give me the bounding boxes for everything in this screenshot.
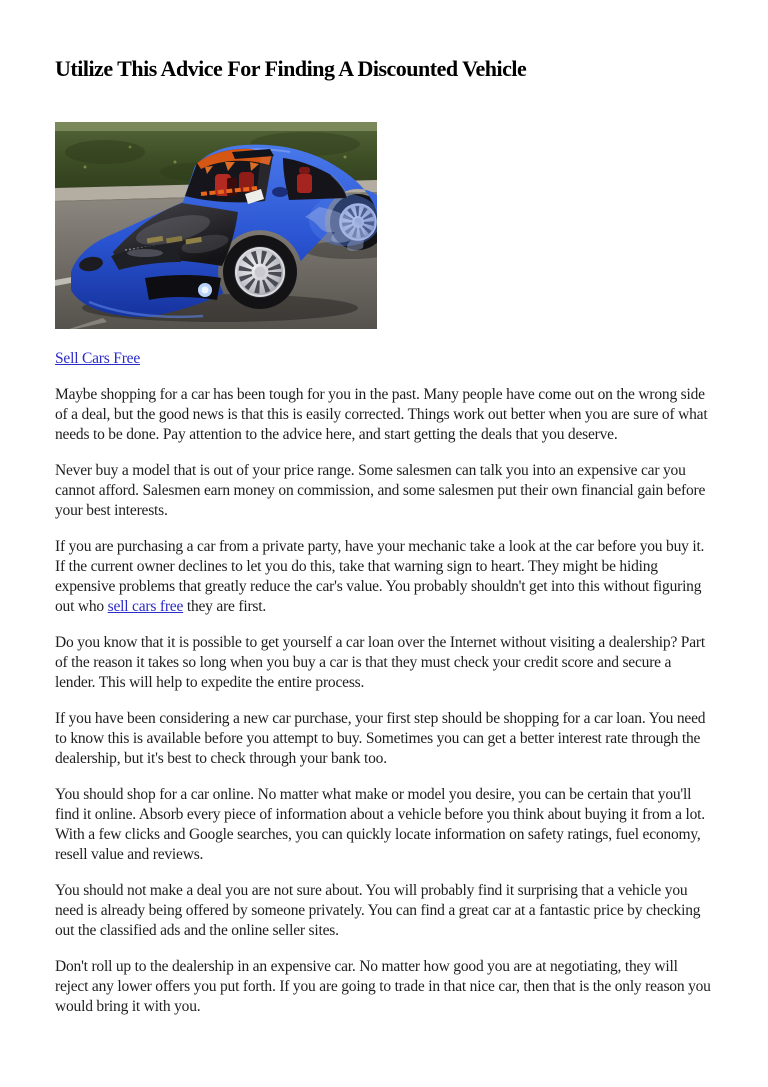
car-photo bbox=[55, 122, 377, 329]
side-mirror bbox=[272, 187, 288, 197]
paragraph-4: Do you know that it is possible to get yourself a car loan over the Internet without visiting a dealership? Part of the reason it takes so long when you buy a car is that they must check your credit score and secure a lender. This will help to expedite the entire process. bbox=[55, 634, 705, 691]
paragraph-8: Don't roll up to the dealership in an expensive car. No matter how good you are at negotiating, they will reject any lower offers you put forth. If you are going to trade in that nice car, then that is the only reason you would bring it with you. bbox=[55, 958, 711, 1015]
inline-sell-cars-free-link[interactable]: sell cars free bbox=[107, 598, 184, 615]
page-title: Utilize This Advice For Finding A Discounted Vehicle bbox=[55, 56, 527, 81]
paragraph-1: Maybe shopping for a car has been tough for you in the past. Many people have come out on the wrong side of a deal, but the good news is that this is easily corrected. Things work out better when you are sure of what needs to be done. Pay attention to the advice here, and start getting the deals that you deserve. bbox=[55, 386, 708, 443]
paragraph-5: If you have been considering a new car purchase, your first step should be shopping for a car loan. You need to know this is available before you attempt to buy. Sometimes you can get a better interest rate through the dealership, but it's best to check through your bank too. bbox=[55, 710, 706, 767]
paragraph-2: Never buy a model that is out of your price range. Some salesmen can talk you into an expensive car you cannot afford. Salesmen earn money on commission, and some salesmen put their own financial gain before your best interests. bbox=[55, 462, 706, 519]
sell-cars-free-link[interactable]: Sell Cars Free bbox=[55, 350, 141, 367]
paragraph-6: You should shop for a car online. No matter what make or model you desire, you can be certain that you'll find it online. Absorb every piece of information about a vehicle before you think about buying it from a lot. With a few clicks and Google searches, you can quickly locate information on safety ratings, fuel economy, resell value and reviews. bbox=[55, 786, 705, 863]
front-wheel bbox=[223, 235, 297, 309]
seat-through-window bbox=[297, 174, 312, 193]
paragraph-3-post: they are first. bbox=[183, 598, 267, 615]
hero-link-line bbox=[55, 349, 713, 369]
car-photo-illustration bbox=[55, 122, 377, 329]
paragraph-7: You should not make a deal you are not sure about. You will probably find it surprising that a vehicle you need is already being offered by someone privately. You can find a great car at a fantastic price by checking out the classified ads and the online seller sites. bbox=[55, 882, 701, 939]
paragraph-3-pre: If you are purchasing a car from a private party, have your mechanic take a look at the car before you buy it. If the current owner declines to let you do this, take that warning sign to heart. They might be hiding expensive problems that greatly reduce the car's value. You probably shouldn't get into this without figuring out who bbox=[55, 538, 705, 615]
front-bumper bbox=[145, 275, 221, 300]
paragraph-3 bbox=[55, 537, 713, 617]
